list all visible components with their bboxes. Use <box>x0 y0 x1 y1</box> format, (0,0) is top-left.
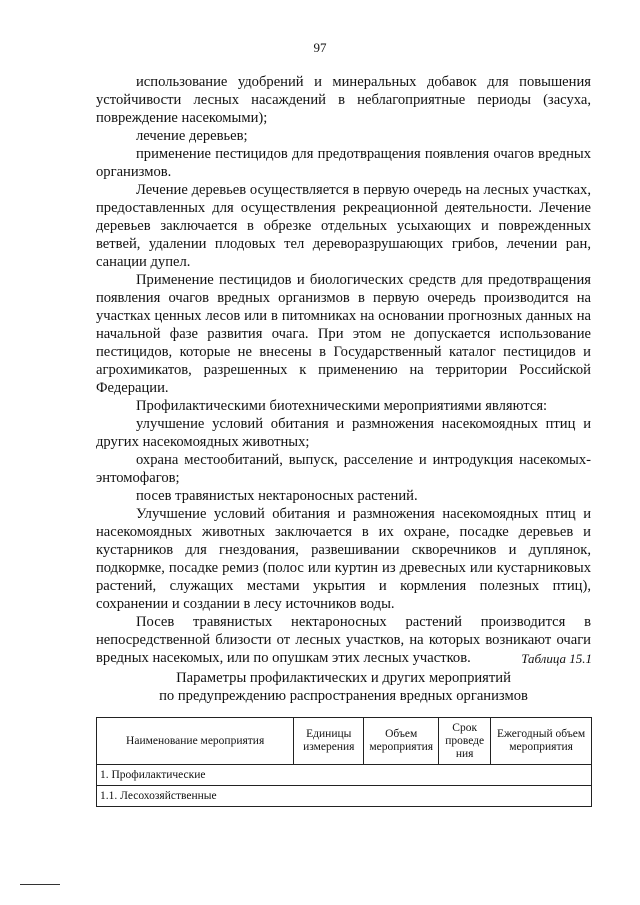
paragraph: Посев травянистых нектароносных растений производится в непосредственной близости от лесных участков, на которых возникают очаги вредных насекомых, или по опушкам этих лесных участков. <box>96 614 591 666</box>
table-row <box>97 786 592 807</box>
table-section-cell: 1.1. Лесохозяйственные <box>97 786 592 807</box>
table-title-line: Параметры профилактических и других мероприятий <box>176 670 511 686</box>
table-header-row <box>97 718 592 765</box>
page-number: 97 <box>313 40 327 55</box>
column-header: Наименование мероприятия <box>97 718 294 765</box>
parameters-table <box>96 717 592 807</box>
paragraph: Профилактическими биотехническими мероприятиями являются: <box>136 398 548 414</box>
column-header: Объем мероприятия <box>364 718 439 765</box>
paragraph: Применение пестицидов и биологических средств для предотвращения появления очагов вредных организмов в первую очередь производится на участках ценных лесов или в питомниках на основании прогнозных данных на начальной фазе развития очага. При этом не допускается использование пестицидов, которые не внесены в Государственный каталог пестицидов и агрохимикатов, разрешенных к применению на территории Российской Федерации. <box>96 272 591 396</box>
paragraph: использование удобрений и минеральных добавок для повышения устойчивости лесных насаждений в неблагоприятные периоды (засуха, повреждение насекомыми); <box>96 74 591 126</box>
paragraph: применение пестицидов для предотвращения появления очагов вредных организмов. <box>96 146 591 180</box>
table-caption: Таблица 15.1 <box>521 651 592 666</box>
column-header: Ежегодный объем мероприятия <box>491 718 592 765</box>
footer-rule <box>20 884 60 885</box>
column-header: Единицы измерения <box>294 718 364 765</box>
paragraph: Лечение деревьев осуществляется в первую очередь на лесных участках, предоставленных для осуществления рекреационной деятельности. Лечение деревьев заключается в обрезке отдельных усыхающих и поврежденных ветвей, удалении плодовых тел дереворазрушающих грибов, лечении ран, санации дупел. <box>96 182 591 270</box>
table-row <box>97 765 592 786</box>
paragraph: улучшение условий обитания и размножения насекомоядных птиц и других насекомоядных животных; <box>96 416 591 450</box>
paragraph: охрана местообитаний, выпуск, расселение и интродукция насекомых-энтомофагов; <box>96 452 591 486</box>
table-title-line: по предупреждению распространения вредных организмов <box>159 688 528 704</box>
table-title <box>96 669 591 705</box>
paragraph: Улучшение условий обитания и размножения насекомоядных птиц и насекомоядных животных заключается в их охране, посадке деревьев и кустарников для гнездования, развешивании скворечников и дуплянок, подкормке, посадке ремиз (полос или куртин из древесных или кустарниковых растений, служащих местами укрытия и кормления полезных птиц), сохранении и создании в лесу источников воды. <box>96 506 591 612</box>
paragraph: посев травянистых нектароносных растений. <box>136 488 418 504</box>
table-section-cell: 1. Профилактические <box>97 765 592 786</box>
column-header: Срок проведе ния <box>439 718 491 765</box>
paragraph: лечение деревьев; <box>136 128 248 144</box>
document-body <box>96 73 591 667</box>
